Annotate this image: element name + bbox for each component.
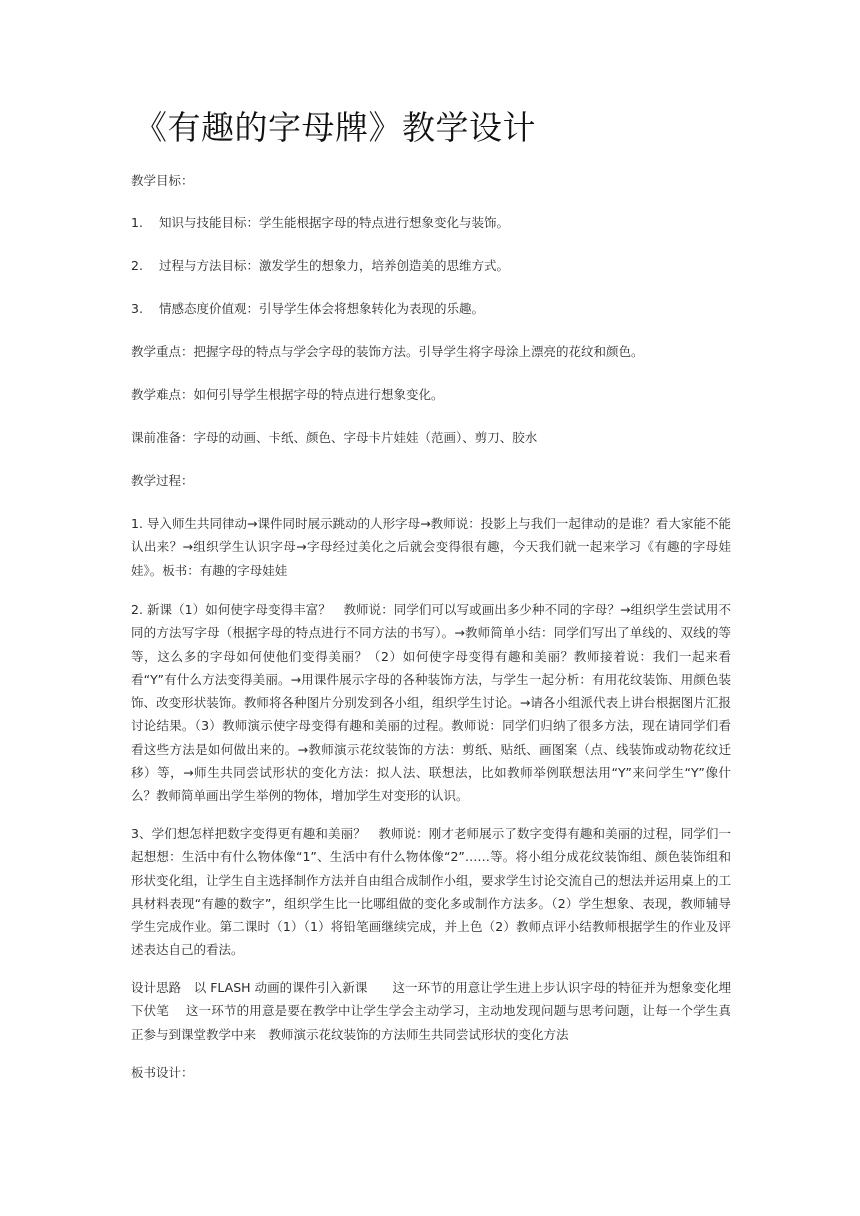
- objective-number: 2.: [131, 258, 143, 273]
- objective-item-2: [131, 257, 509, 275]
- board-design-label: 板书设计：: [131, 1065, 194, 1080]
- objective-text: 情感态度价值观：引导学生体会将想象转化为表现的乐趣。: [159, 301, 485, 316]
- design-rationale: 设计思路 以 FLASH 动画的课件引入新课 这一环节的用意让学生进上步认识字母的特征并为想象变化埋下伏笔 这一环节的用意是要在教学中让学生学会主动学习，主动地发现问题与思考问题，让每一个学生真正参与到课堂教学中来 教师演示花纹装饰的方法师生共同尝试形状的变化方法: [131, 980, 731, 1042]
- objective-number: 3.: [131, 301, 143, 316]
- process-step-3: 3、学们想怎样把数字变得更有趣和美丽？ 教师说：刚才老师展示了数字变得有趣和美丽的过程，同学们一起想想：生活中有什么物体像“1”、生活中有什么物体像“2”……等。将小组分成花纹装饰组、颜色装饰组和形状变化组，让学生自主选择制作方法并自由组合成制作小组，要求学生讨论交流自己的想法并运用桌上的工具材料表现“有趣的数字”，组织学生比一比哪组做的变化多或制作方法多。（2）学生想象、表现，教师辅导学生完成作业。第二课时（1）（1）将铅笔画继续完成，并上色（2）教师点评小结教师根据学生的作业及评述表达自己的看法。: [131, 826, 732, 958]
- objectives-label: 教学目标：: [131, 173, 194, 188]
- process-label: 教学过程：: [131, 473, 194, 488]
- objective-text: 知识与技能目标：学生能根据字母的特点进行想象变化与装饰。: [159, 215, 510, 230]
- process-step-1: 1. 导入师生共同律动→课件同时展示跳动的人形字母→教师说：投影上与我们一起律动的是谁？看大家能不能认出来？→组织学生认识字母→字母经过美化之后就会变得很有趣，今天我们就一起来学习《有趣的字母娃娃》。板书：有趣的字母娃娃: [131, 516, 731, 578]
- objective-number: 1.: [131, 215, 143, 230]
- preparation: 课前准备：字母的动画、卡纸、颜色、字母卡片娃娃（范画）、剪刀、胶水: [131, 430, 538, 445]
- objective-item-3: [131, 300, 484, 318]
- objective-text: 过程与方法目标：激发学生的想象力，培养创造美的思维方式。: [159, 258, 510, 273]
- key-point: 教学重点：把握字母的特点与学会字母的装饰方法。引导学生将字母涂上漂亮的花纹和颜色。: [131, 344, 644, 359]
- document-title: 《有趣的字母牌》教学设计: [134, 108, 536, 147]
- objective-item-1: [131, 214, 509, 232]
- difficulty: 教学难点：如何引导学生根据字母的特点进行想象变化。: [131, 387, 444, 402]
- process-step-2: 2. 新课（1）如何使字母变得丰富？ 教师说：同学们可以写或画出多少种不同的字母？→组织学生尝试用不同的方法写字母（根据字母的特点进行不同方法的书写）。→教师简单小结：同学们写出了单线的、双线的等等，这么多的字母如何使他们变得美丽？（2）如何使字母变得有趣和美丽？教师接着说：我们一起来看看“Y”有什么方法变得美丽。→用课件展示字母的各种装饰方法，与学生一起分析：有用花纹装饰、用颜色装饰、改变形状装饰。教师将各种图片分别发到各小组，组织学生讨论。→请各小组派代表上讲台根据图片汇报讨论结果。（3）教师演示使字母变得有趣和美丽的过程。教师说：同学们归纳了很多方法，现在请同学们看看这些方法是如何做出来的。→教师演示花纹装饰的方法：剪纸、贴纸、画图案（点、线装饰或动物花纹迁移）等，→师生共同尝试形状的变化方法：拟人法、联想法，比如教师举例联想法用“Y”来问学生“Y”像什么？教师简单画出学生举例的物体，增加学生对变形的认识。: [131, 602, 731, 804]
